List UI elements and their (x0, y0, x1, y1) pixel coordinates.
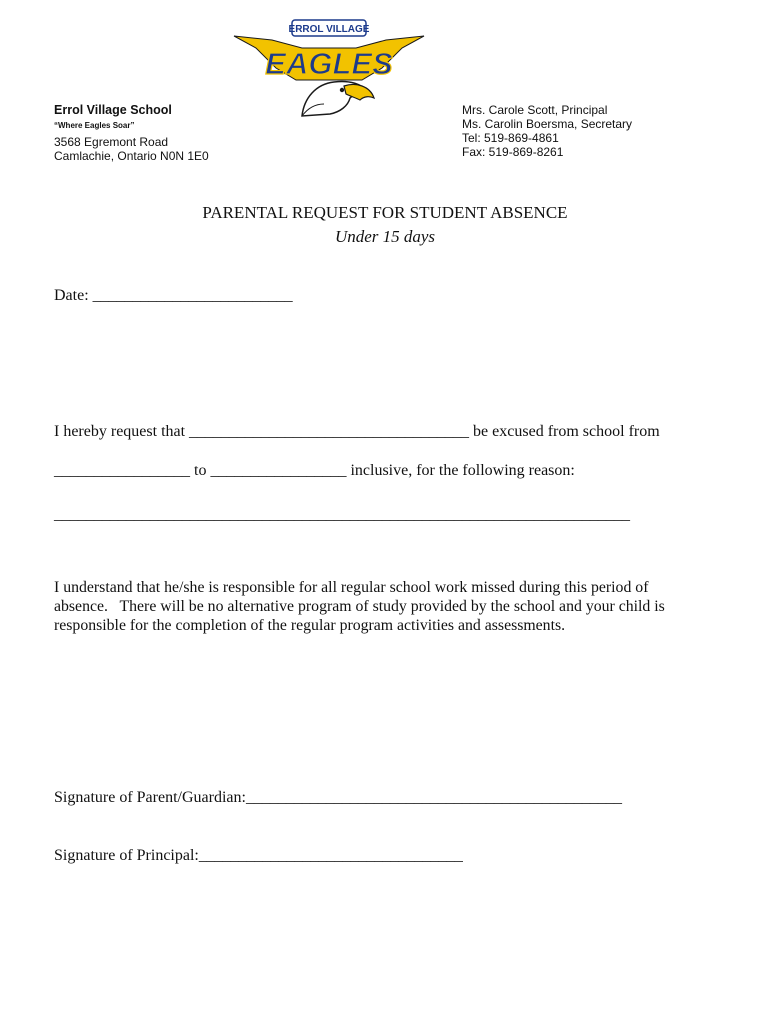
responsibility-notice: I understand that he/she is responsible for all regular school work missed during this period of absence. There will be no alternative program of study provided by the school and your child is responsible for the completion of the regular program activities and assessments. (54, 579, 665, 634)
parent-signature-field[interactable]: Signature of Parent/Guardian:_______________________________________________ (54, 789, 622, 806)
logo-top-text: ERROL VILLAGE (288, 24, 370, 35)
date-field[interactable]: Date: _________________________ (54, 287, 293, 304)
school-logo (232, 18, 426, 118)
school-address-line1: 3568 Egremont Road (54, 135, 169, 149)
form-title: PARENTAL REQUEST FOR STUDENT ABSENCE (202, 203, 568, 222)
student-name-field[interactable]: I hereby request that ___________________________________ be excused from school from (54, 423, 660, 440)
absence-dates-field[interactable]: _________________ to _________________ inclusive, for the following reason: (54, 462, 575, 479)
secretary-name: Ms. Carolin Boersma, Secretary (462, 117, 633, 131)
form-subtitle: Under 15 days (334, 227, 436, 246)
staff-contact-block (462, 103, 632, 159)
reason-field[interactable]: ________________________________________________________________________ (54, 506, 630, 523)
school-address-line2: Camlachie, Ontario N0N 1E0 (54, 149, 209, 163)
eagle-head-icon (302, 81, 374, 116)
fax-number: Fax: 519-869-8261 (462, 145, 564, 159)
principal-name: Mrs. Carole Scott, Principal (462, 103, 608, 117)
school-motto: “Where Eagles Soar” (54, 121, 135, 130)
phone-number: Tel: 519-869-4861 (462, 131, 559, 145)
school-address-block (54, 103, 209, 163)
school-name: Errol Village School (54, 103, 172, 117)
principal-signature-field[interactable]: Signature of Principal:_________________________________ (54, 847, 463, 864)
logo-main-text: EAGLES (265, 46, 393, 81)
